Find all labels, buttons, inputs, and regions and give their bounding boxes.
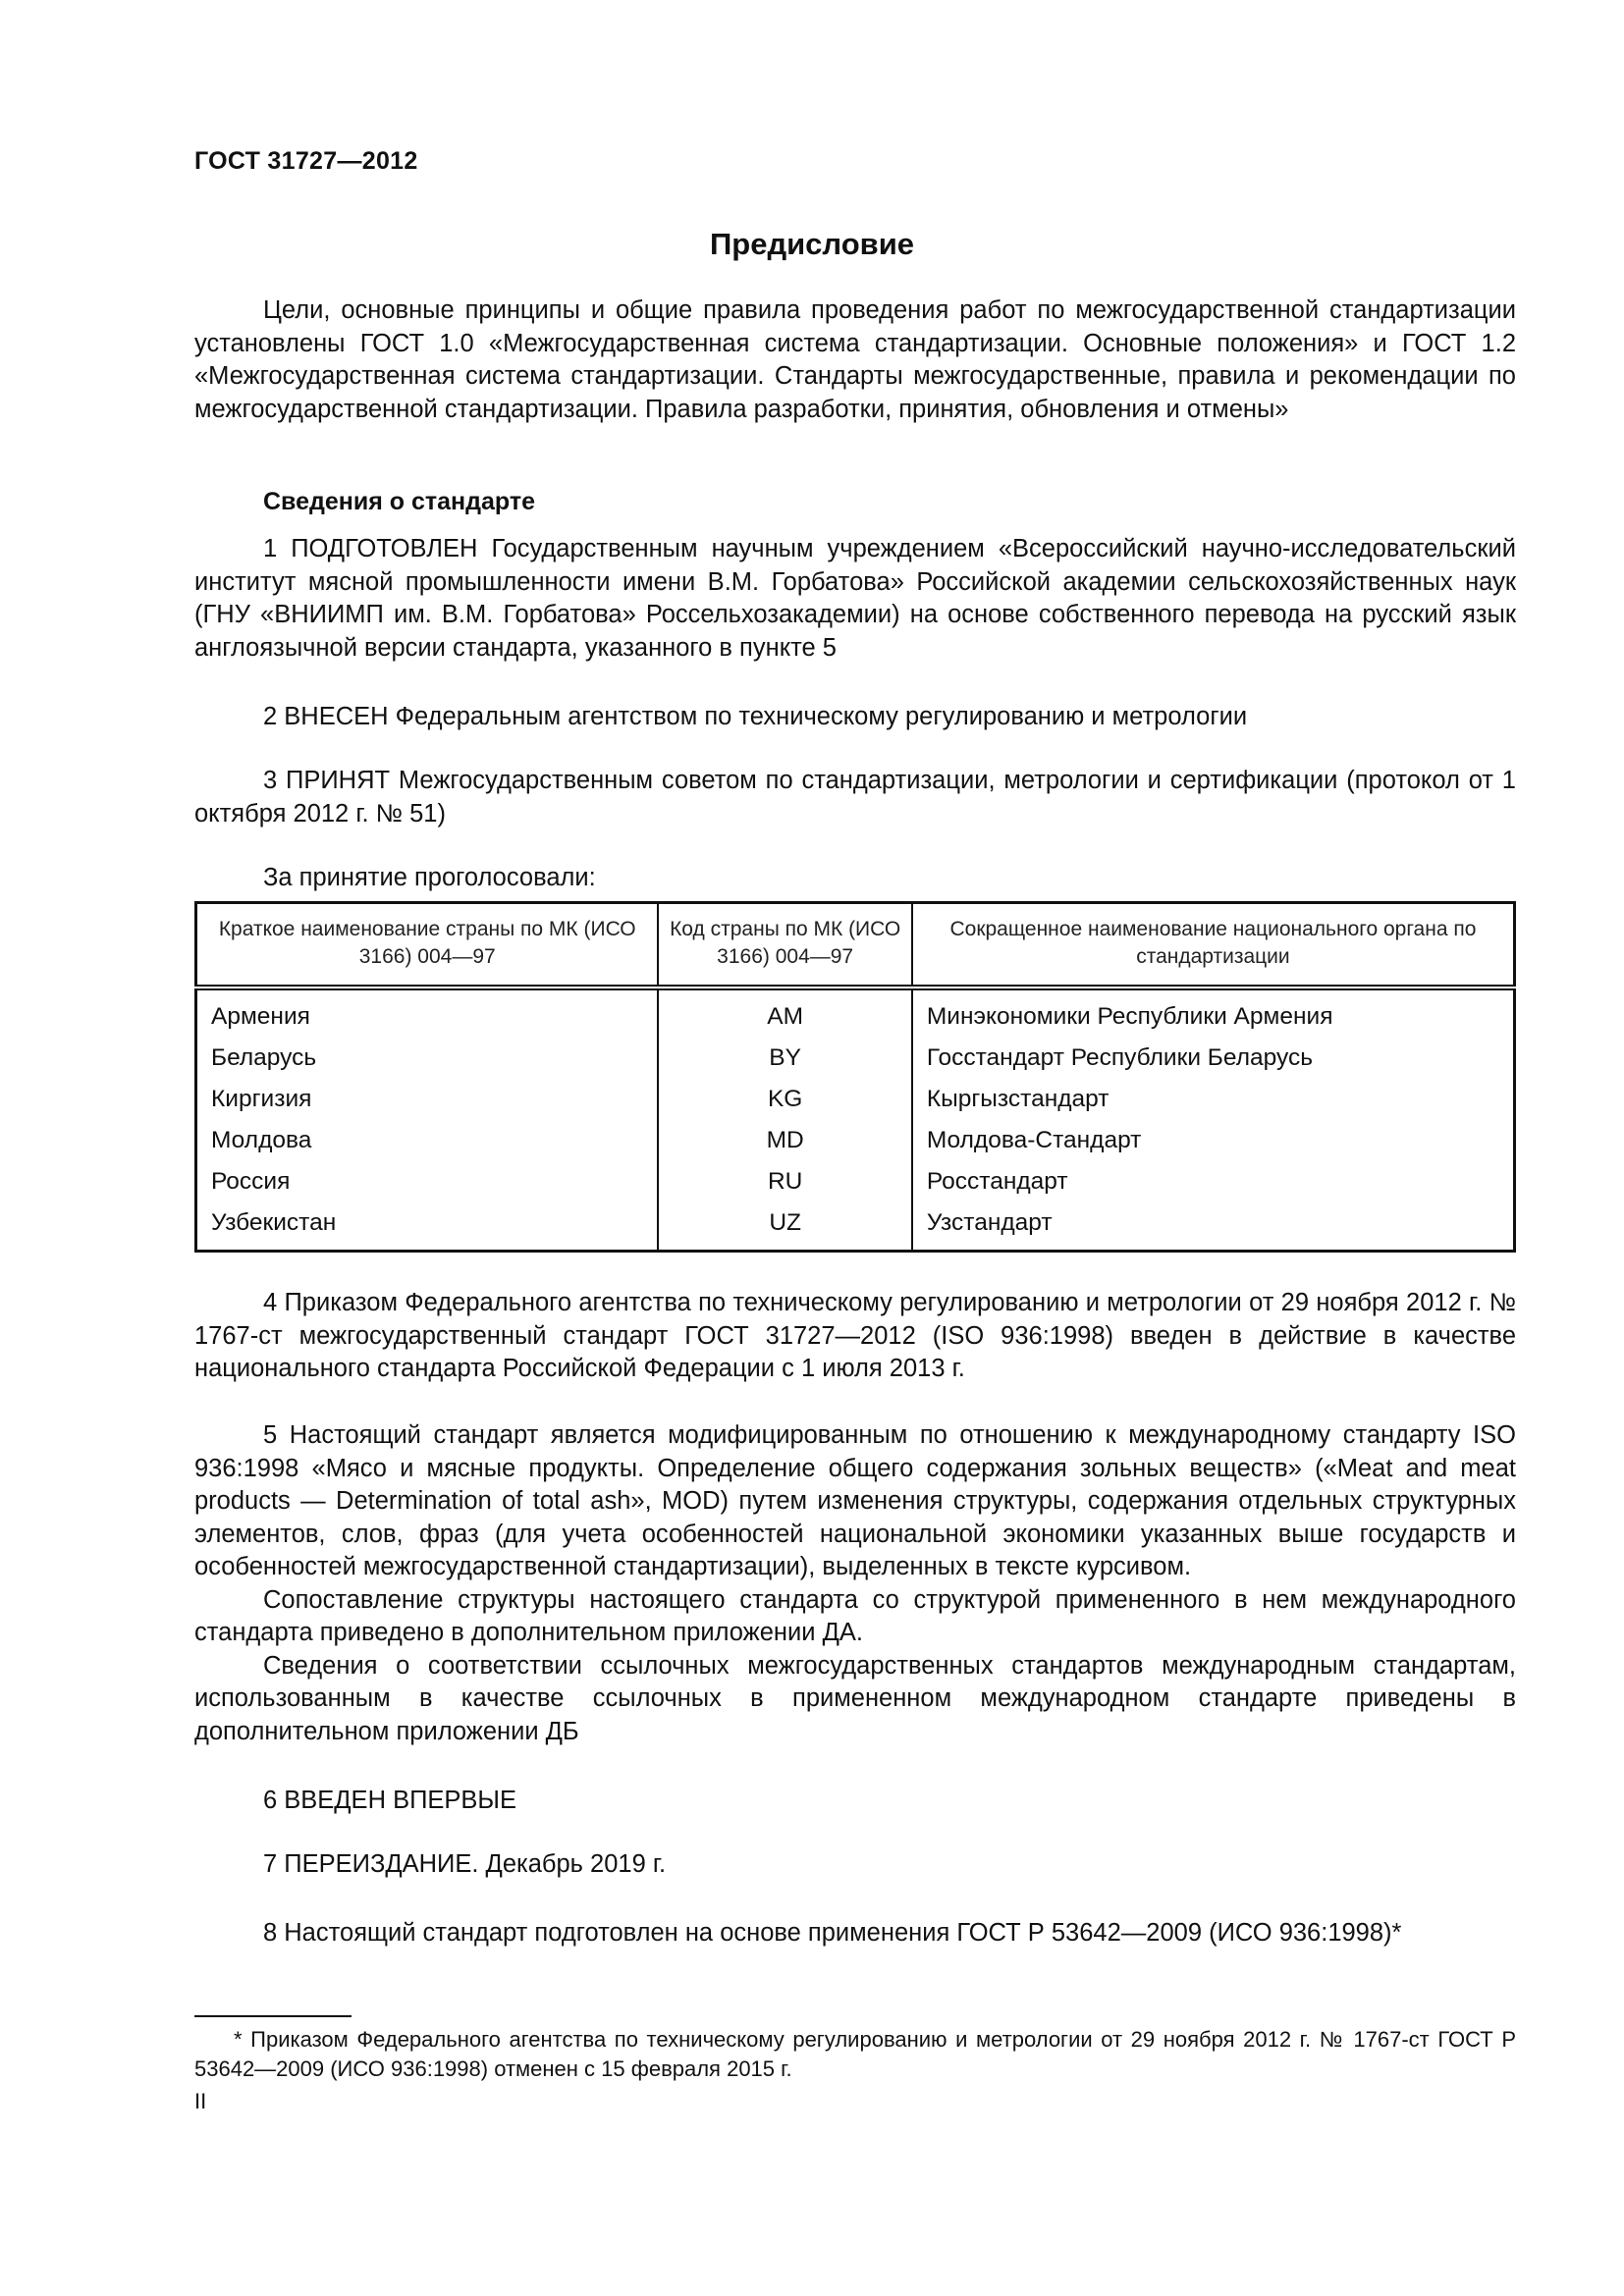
item-3-paragraph: 3 ПРИНЯТ Межгосударственным советом по стандартизации, метрологии и сертификации (протокол от 1 октября 2012 г. № 51) xyxy=(194,767,1516,828)
country-name-cell: Россия xyxy=(211,1168,291,1195)
voting-table xyxy=(194,901,1516,1253)
item-5-paragraph: 5 Настоящий стандарт является модифицированным по отношению к международному стандарту ISO 936:1998 «Мясо и мясные продукты. Определение общего содержания зольных веществ» («Meat and meat products — Determination of total ash», MOD) путем изменения структуры, содержания отдельных структурных элементов, слов, фраз (для учета особенностей национальной экономики указанных выше государств и особенностей межгосударственной стандартизации), выделенных в тексте курсивом. Сопоставление структуры настоящего стандарта со структурой примененного в нем международного стандарта приведено в дополнительном приложении ДА. Сведения о соответствии ссылочных межгосударственных стандартов международным стандартам, использованным в качестве ссылочных в примененном международном стандарте приведены в дополнительном приложении ДБ xyxy=(194,1421,1516,1745)
national-body-cell: Госстандарт Республики Беларусь xyxy=(912,1038,1515,1079)
vote-caption: За принятие проголосовали: xyxy=(263,864,596,891)
table-header-row xyxy=(196,903,1515,988)
country-code-cell: RU xyxy=(658,1161,911,1202)
header-country-code: Код страны по МК (ИСО 3166) 004—97 xyxy=(658,903,911,988)
country-name-cell: Армения xyxy=(211,1003,310,1030)
national-body-cell: Узстандарт xyxy=(912,1202,1515,1252)
header-national-body: Сокращенное наименование национального органа по стандартизации xyxy=(912,903,1515,988)
header-country-name: Краткое наименование страны по МК (ИСО 3166) 004—97 xyxy=(196,903,659,988)
intro-paragraph: Цели, основные принципы и общие правила проведения работ по межгосударственной стандартизации установлены ГОСТ 1.0 «Межгосударственная система стандартизации. Основные положения» и ГОСТ 1.2 «Межгосударственная система стандартизации. Стандарты межгосударственные, правила и рекомендации по межгосударственной стандартизации. Правила разработки, принятия, обновления и отмены» xyxy=(194,296,1516,423)
country-code-cell: BY xyxy=(658,1038,911,1079)
table-row xyxy=(196,1079,1515,1120)
item-2-paragraph: 2 ВНЕСЕН Федеральным агентством по техническому регулированию и метрологии xyxy=(263,703,1248,730)
country-code-cell: KG xyxy=(658,1079,911,1120)
page-title: Предисловие xyxy=(709,227,914,261)
item-1-paragraph: 1 ПОДГОТОВЛЕН Государственным научным учреждением «Всероссийский научно-исследовательский институт мясной промышленности имени В.М. Горбатова» Российской академии сельскохозяйственных наук (ГНУ «ВНИИМП им. В.М. Горбатова» Россельхозакадемии) на основе собственного перевода на русский язык англоязычной версии стандарта, указанного в пункте 5 xyxy=(194,535,1516,662)
national-body-cell: Молдова-Стандарт xyxy=(912,1120,1515,1161)
item-8-paragraph: 8 Настоящий стандарт подготовлен на основе применения ГОСТ Р 53642—2009 (ИСО 936:1998)* xyxy=(263,1919,1402,1947)
standard-code-header: ГОСТ 31727—2012 xyxy=(194,147,418,175)
country-code-cell: MD xyxy=(658,1120,911,1161)
national-body-cell: Минэкономики Республики Армения xyxy=(912,988,1515,1038)
country-name-cell: Узбекистан xyxy=(211,1209,337,1236)
item-7-paragraph: 7 ПЕРЕИЗДАНИЕ. Декабрь 2019 г. xyxy=(263,1850,667,1878)
country-name-cell: Киргизия xyxy=(211,1086,312,1112)
table-row xyxy=(196,988,1515,1038)
country-code-cell: UZ xyxy=(658,1202,911,1252)
table-row xyxy=(196,1120,1515,1161)
country-code-cell: AM xyxy=(658,988,911,1038)
table-row xyxy=(196,1202,1515,1252)
footnote-separator xyxy=(194,2015,352,2017)
item-4-paragraph: 4 Приказом Федерального агентства по техническому регулированию и метрологии от 29 ноября 2012 г. № 1767-ст межгосударственный стандарт ГОСТ 31727—2012 (ISO 936:1998) введен в действие в качестве национального стандарта Российской Федерации с 1 июля 2013 г. xyxy=(194,1289,1516,1382)
table-row xyxy=(196,1038,1515,1079)
info-heading: Сведения о стандарте xyxy=(263,488,536,515)
item-6-paragraph: 6 ВВЕДЕН ВПЕРВЫЕ xyxy=(263,1787,517,1814)
national-body-cell: Кыргызстандарт xyxy=(912,1079,1515,1120)
national-body-cell: Росстандарт xyxy=(912,1161,1515,1202)
country-name-cell: Беларусь xyxy=(211,1044,317,1071)
table-row xyxy=(196,1161,1515,1202)
country-name-cell: Молдова xyxy=(211,1127,312,1153)
footnote: * Приказом Федерального агентства по техническому регулированию и метрологии от 29 ноября 2012 г. № 1767-ст ГОСТ Р 53642—2009 (ИСО 936:1998) отменен с 15 февраля 2015 г. xyxy=(194,2027,1516,2081)
page-number: II xyxy=(194,2089,207,2113)
